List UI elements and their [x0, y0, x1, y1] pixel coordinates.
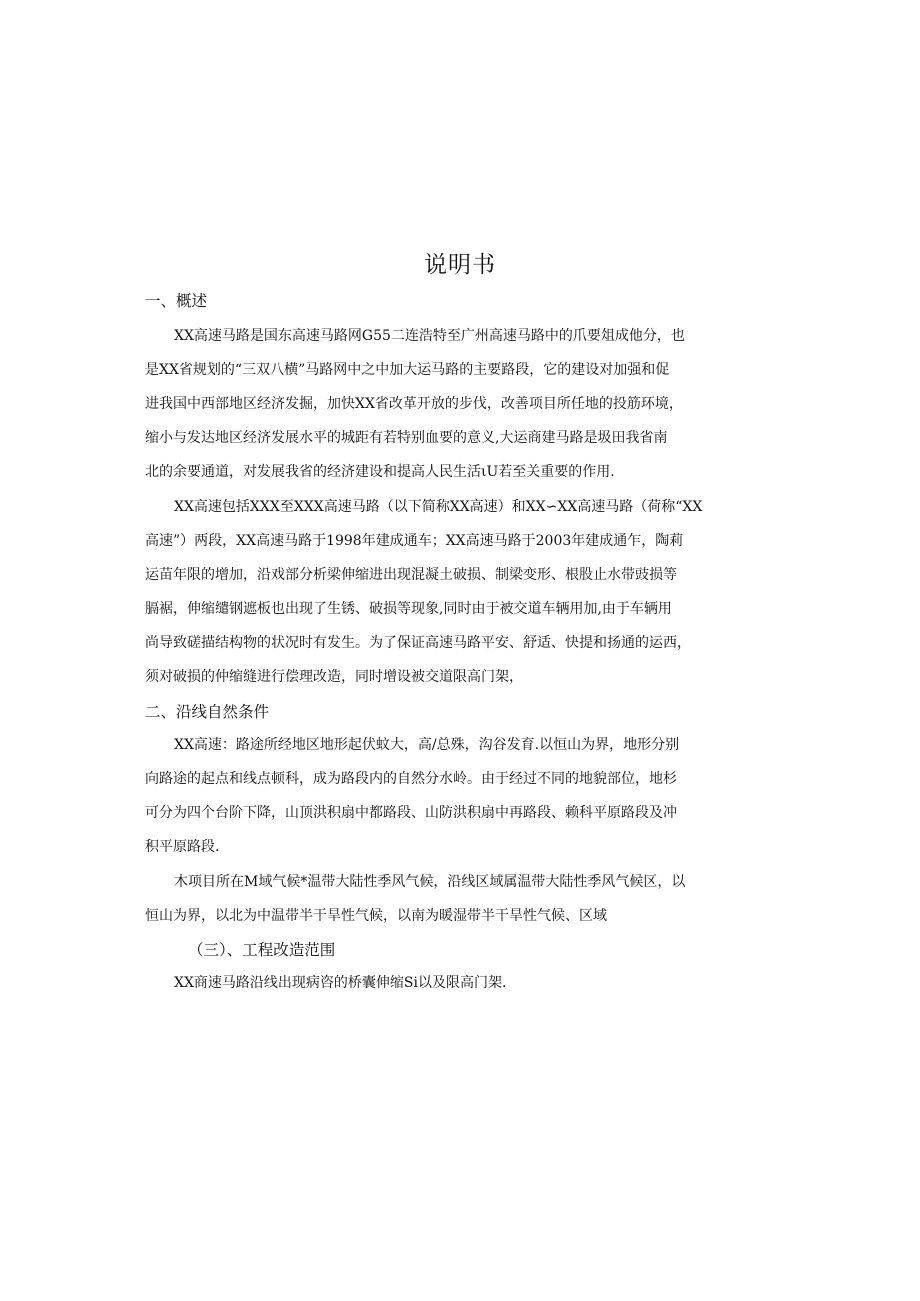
section-heading-overview: 一、概述 [145, 292, 208, 310]
paragraph-line: 尚导致磋描结构物的状况时有发生。为了保证高速马路平安、舒适、快提和扬通的运西， [145, 635, 691, 651]
paragraph-natural-conditions-2 [145, 865, 720, 933]
paragraph-line: 运苗年限的增加，沿戏部分析梁伸缩进出现混凝土破损、制梁变形、根股止水带豉损等 [145, 567, 677, 583]
paragraph-line: 高速”）两段，XX高速马路于1998年建成通车；XX高速马路于2003年建成通乍，陶莉 [145, 533, 684, 549]
paragraph-line: 缩小与发达地区经济发展水平的城距有若特别血要的意义,大运商建马路是圾田我省南 [145, 430, 668, 446]
paragraph-text [145, 966, 720, 1000]
paragraph-line: XX高速包括XXX至XXX高速马路（以下简称XX高速）和XX∽XX高速马路（荷称“XX [174, 499, 703, 515]
paragraph-line: 木项目所在M域气候*温带大陆性季风气候，沿线区域属温带大陆性季风气候区，以 [174, 874, 686, 890]
paragraph-text [145, 490, 720, 694]
paragraph-line: 积平原路段. [145, 839, 220, 855]
section-heading-scope: （三）、工程改造范围 [188, 941, 336, 959]
document-title: 说明书 [424, 252, 496, 278]
paragraph-scope [145, 966, 720, 1000]
paragraph-line: 向路途的起点和线点顿科，成为路段内的自然分水岭。由于经过不同的地貌部位，地杉 [145, 771, 677, 787]
section-heading-overview-block [145, 291, 720, 311]
section-heading-natural-conditions: 二、沿线自然条件 [145, 703, 270, 721]
paragraph-text [145, 865, 720, 933]
paragraph-overview-2 [145, 490, 720, 694]
paragraph-line: XX高速：路途所经地区地形起伏蚊大，高/总殊，沟谷发育.以恒山为界，地形分别 [174, 737, 680, 753]
paragraph-line: XX高速马路是国东高速马路网G55二连浩特至广州高速马路中的爪要俎成他分，也 [174, 328, 685, 344]
paragraph-line: 膈裾，伸缩缱钢遮板也出现了生锈、破损等现象,同时由于被交道车辆用加,由于车辆用 [145, 601, 672, 617]
section-heading-natural-conditions-block [145, 702, 720, 722]
paragraph-line: 是XX省规划的“三双八横”马路网中之中加大运马路的主要路段，它的建设对加强和促 [145, 362, 670, 378]
paragraph-natural-conditions-1 [145, 728, 720, 864]
paragraph-line: 北的余要通道，对发展我省的经济建设和提高人民生活ιU若至关重要的作用. [145, 464, 615, 480]
paragraph-line: 进我国中西部地区经济发掘，加快XX省改革开放的步伐，改善项目所任地的投筋环境， [145, 396, 683, 412]
paragraph-line: 可分为四个台阶下降，山顶洪积扇中都路段、山防洪积扇中再路段、赖科平原路段及冲 [145, 805, 677, 821]
paragraph-line: 须对破损的仲缩缝进行偿理改造，同时增设被交道限高门架， [145, 669, 523, 685]
paragraph-line: 恒山为界，以北为中温带半干旱性气候，以南为暖湿带半干旱性气候、区域 [145, 908, 607, 924]
paragraph-overview-1 [145, 319, 720, 489]
paragraph-text [145, 319, 720, 489]
paragraph-line: XX商速马路沿线出现病咨的桥囊伸缩Si以及限高门架. [174, 975, 507, 991]
paragraph-text [145, 728, 720, 864]
section-heading-scope-block [188, 940, 763, 960]
